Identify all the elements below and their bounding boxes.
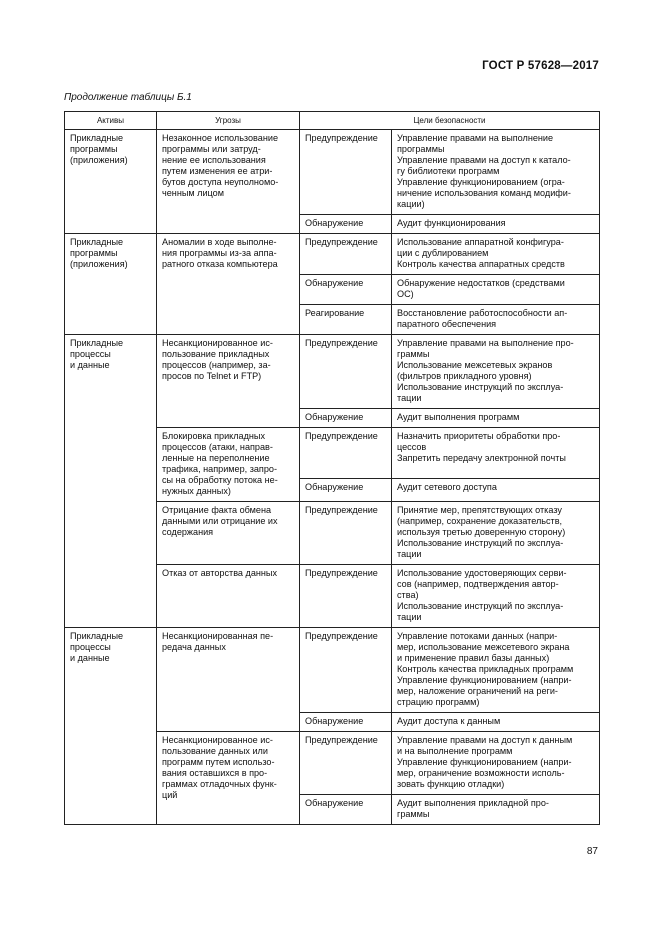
cell-line: Обнаружение недостатков (средствами (397, 278, 565, 288)
cell-line: ства) (397, 590, 419, 600)
cell-line: Прикладные (70, 237, 124, 247)
goal-measures-cell (392, 428, 600, 479)
table-caption: Продолжение таблицы Б.1 (64, 92, 192, 103)
header-threats: Угрозы (157, 112, 300, 130)
goal-type-cell: Предупреждение (300, 502, 392, 565)
asset-cell (65, 628, 157, 825)
cell-line: Аудит доступа к данным (397, 716, 501, 726)
cell-line: Восстановление работоспособности ап- (397, 308, 568, 318)
goal-measures-cell (392, 335, 600, 409)
cell-line: процессов (например, за- (162, 360, 271, 370)
cell-line: ций (162, 790, 178, 800)
cell-line: содержания (162, 527, 214, 537)
goal-measures-cell (392, 478, 600, 501)
cell-line: программ путем использо- (162, 757, 275, 767)
cell-line: Контроль качества прикладных программ (397, 664, 574, 674)
cell-line: кации) (397, 199, 425, 209)
cell-line: Управление правами на доступ к данным (397, 735, 573, 745)
cell-line: мер, наложение ограничений на реги- (397, 686, 558, 696)
cell-line: Аудит выполнения прикладной про- (397, 798, 549, 808)
asset-cell (65, 335, 157, 628)
cell-line: Управление правами на выполнение (397, 133, 554, 143)
table-row (65, 628, 600, 713)
cell-line: данными или отрицание их (162, 516, 278, 526)
cell-line: ченным лицом (162, 188, 224, 198)
cell-line: и данные (70, 653, 110, 663)
cell-line: и данные (70, 360, 110, 370)
cell-line: сы на обработку потока не- (162, 475, 278, 485)
goal-type-cell: Обнаружение (300, 478, 392, 501)
goal-type-cell: Обнаружение (300, 409, 392, 428)
table-row (65, 335, 600, 409)
cell-line: ции с дублированием (397, 248, 489, 258)
page-number: 87 (586, 846, 598, 857)
cell-line: Аномалии в ходе выполне- (162, 237, 277, 247)
goal-measures-cell (392, 130, 600, 215)
threat-cell (157, 130, 300, 234)
cell-line: мер, ограничение возможности исполь- (397, 768, 565, 778)
threat-cell (157, 234, 300, 335)
cell-line: Отрицание факта обмена (162, 505, 272, 515)
cell-line: процессов (атаки, направ- (162, 442, 273, 452)
cell-line: используя третью доверенную сторону) (397, 527, 566, 537)
cell-line: программы или затруд- (162, 144, 261, 154)
cell-line: Управление функционированием (напри- (397, 675, 572, 685)
header-assets: Активы (65, 112, 157, 130)
cell-line: ленные на переполнение (162, 453, 270, 463)
cell-line: бутов доступа неуполномо- (162, 177, 279, 187)
cell-line: ничение использования команд модифи- (397, 188, 571, 198)
cell-line: граммы (397, 809, 430, 819)
goal-type-cell: Предупреждение (300, 335, 392, 409)
cell-line: вания оставшихся в про- (162, 768, 268, 778)
threat-cell (157, 335, 300, 428)
cell-line: Блокировка прикладных (162, 431, 266, 441)
cell-line: и на выполнение программ (397, 746, 513, 756)
cell-line: программы (70, 248, 118, 258)
goal-type-cell: Предупреждение (300, 565, 392, 628)
goal-measures-cell (392, 275, 600, 305)
goal-measures-cell (392, 305, 600, 335)
goal-measures-cell (392, 795, 600, 825)
standard-code: ГОСТ Р 57628—2017 (482, 60, 599, 72)
cell-line: граммах отладочных функ- (162, 779, 277, 789)
cell-line: ОС) (397, 289, 414, 299)
cell-line: Использование инструкций по эксплуа- (397, 382, 564, 392)
cell-line: Запретить передачу электронной почты (397, 453, 566, 463)
cell-line: Назначить приоритеты обработки про- (397, 431, 561, 441)
cell-line: ратного отказа компьютера (162, 259, 278, 269)
goal-measures-cell (392, 234, 600, 275)
cell-line: программы (397, 144, 445, 154)
cell-line: сов (например, подтверждения автор- (397, 579, 559, 589)
cell-line: путем изменения ее атри- (162, 166, 273, 176)
cell-line: Управление правами на выполнение про- (397, 338, 574, 348)
cell-line: трафика, например, запро- (162, 464, 277, 474)
goal-measures-cell (392, 713, 600, 732)
cell-line: Управление правами на доступ к катало- (397, 155, 571, 165)
table-row (65, 234, 600, 275)
cell-line: граммы (397, 349, 430, 359)
goal-type-cell: Реагирование (300, 305, 392, 335)
cell-line: Несанкционированная пе- (162, 631, 274, 641)
cell-line: Несанкционированное ис- (162, 338, 273, 348)
cell-line: Прикладные (70, 631, 124, 641)
cell-line: Принятие мер, препятствующих отказу (397, 505, 562, 515)
threat-cell (157, 428, 300, 502)
cell-line: Несанкционированное ис- (162, 735, 273, 745)
cell-line: паратного обеспечения (397, 319, 497, 329)
cell-line: пользование прикладных (162, 349, 270, 359)
cell-line: процессы (70, 349, 111, 359)
goal-type-cell: Обнаружение (300, 275, 392, 305)
cell-line: Использование инструкций по эксплуа- (397, 538, 564, 548)
cell-line: Использование межсетевых экранов (397, 360, 553, 370)
goal-type-cell: Обнаружение (300, 795, 392, 825)
asset-cell (65, 234, 157, 335)
cell-line: просов по Telnet и FTP) (162, 371, 262, 381)
cell-line: тации (397, 612, 422, 622)
cell-line: Аудит функционирования (397, 218, 506, 228)
cell-line: мер, использование межсетевого экрана (397, 642, 570, 652)
cell-line: Незаконное использование (162, 133, 278, 143)
cell-line: Управление функционированием (напри- (397, 757, 572, 767)
table-row (65, 130, 600, 215)
cell-line: пользование данных или (162, 746, 268, 756)
goal-type-cell: Обнаружение (300, 713, 392, 732)
cell-line: ния программы из-за аппа- (162, 248, 277, 258)
cell-line: тации (397, 393, 422, 403)
cell-line: (фильтров прикладного уровня) (397, 371, 532, 381)
threat-cell (157, 502, 300, 565)
cell-line: зовать функцию отладки) (397, 779, 505, 789)
cell-line: Прикладные (70, 133, 124, 143)
cell-line: нужных данных) (162, 486, 231, 496)
goal-measures-cell (392, 215, 600, 234)
goal-measures-cell (392, 628, 600, 713)
cell-line: Управление потоками данных (напри- (397, 631, 558, 641)
goal-type-cell: Предупреждение (300, 234, 392, 275)
cell-line: страцию программ) (397, 697, 480, 707)
goal-measures-cell (392, 732, 600, 795)
goal-type-cell: Предупреждение (300, 130, 392, 215)
threat-cell (157, 565, 300, 628)
cell-line: (приложения) (70, 259, 128, 269)
goal-type-cell: Предупреждение (300, 428, 392, 479)
cell-line: Управление функционированием (огра- (397, 177, 565, 187)
cell-line: Использование аппаратной конфигура- (397, 237, 564, 247)
goal-measures-cell (392, 409, 600, 428)
cell-line: цессов (397, 442, 427, 452)
cell-line: Прикладные (70, 338, 124, 348)
header-security-goals: Цели безопасности (300, 112, 600, 130)
threat-cell (157, 628, 300, 732)
goal-type-cell: Предупреждение (300, 628, 392, 713)
threat-cell (157, 732, 300, 825)
goal-measures-cell (392, 502, 600, 565)
cell-line: гу библиотеки программ (397, 166, 500, 176)
cell-line: программы (70, 144, 118, 154)
cell-line: процессы (70, 642, 111, 652)
table-body (65, 130, 600, 825)
cell-line: и применение правил базы данных) (397, 653, 550, 663)
cell-line: Отказ от авторства данных (162, 568, 277, 578)
goal-type-cell: Обнаружение (300, 215, 392, 234)
cell-line: редача данных (162, 642, 226, 652)
goal-type-cell: Предупреждение (300, 732, 392, 795)
cell-line: Контроль качества аппаратных средств (397, 259, 565, 269)
cell-line: тации (397, 549, 422, 559)
cell-line: (например, сохранение доказательств, (397, 516, 563, 526)
cell-line: Использование удостоверяющих серви- (397, 568, 567, 578)
goal-measures-cell (392, 565, 600, 628)
asset-cell (65, 130, 157, 234)
cell-line: (приложения) (70, 155, 128, 165)
cell-line: Аудит сетевого доступа (397, 481, 497, 492)
cell-line: Использование инструкций по эксплуа- (397, 601, 564, 611)
cell-line: Аудит выполнения программ (397, 412, 520, 422)
table-header-row (65, 112, 600, 130)
security-table (64, 111, 600, 825)
cell-line: нение ее использования (162, 155, 266, 165)
